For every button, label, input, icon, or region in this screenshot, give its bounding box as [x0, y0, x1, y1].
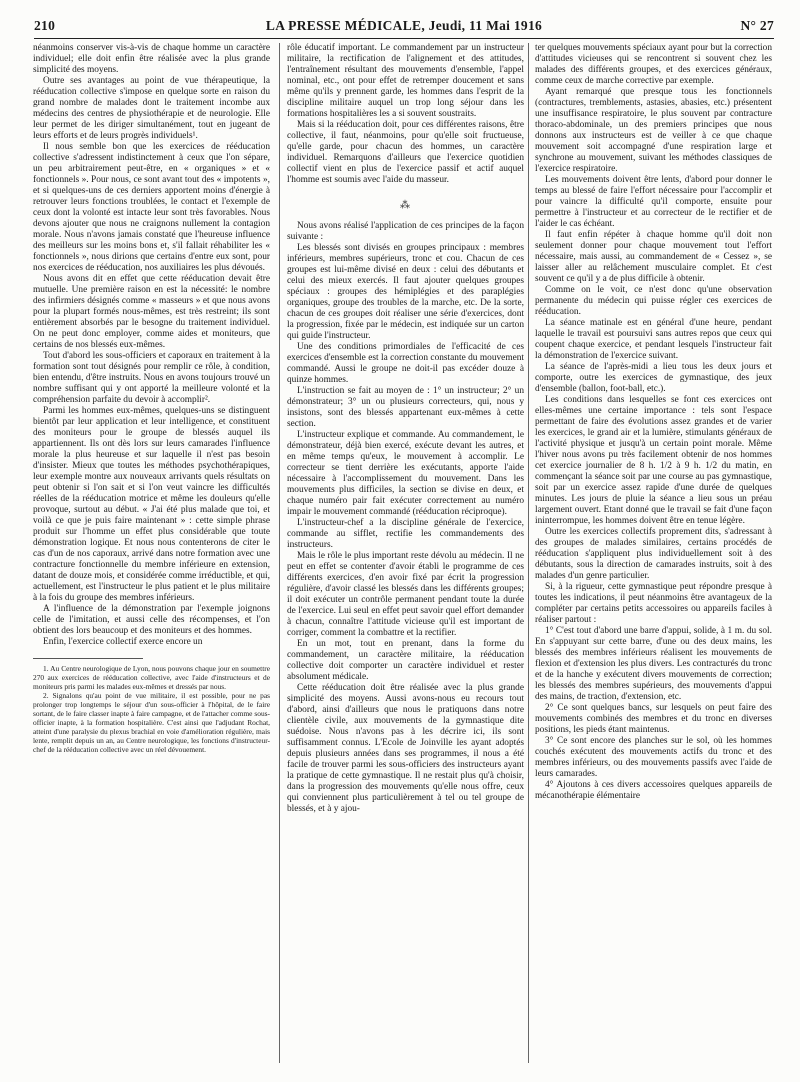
- paragraph: Mais le rôle le plus important reste dévolu au médecin. Il ne peut en effet se contenter d'avoir établi le programme de ces différents exercices, d'en avoir fixé par écrit la progression régulière, d'avoir classé les blessés dans les différents groupes; il doit exécuter un contrôle permanent pendant toute la durée de l'exercice. Lui seul en effet peut savoir quel effort demander à chacun, connaître l'attitude vicieuse qu'il est important de corriger, comment la combattre et la rectifier.: [287, 551, 524, 638]
- paragraph: Mais si la rééducation doit, pour ces différentes raisons, être collective, il faut, néanmoins, pour qu'elle soit fructueuse, qu'elle garde, pour chacun des hommes, un caractère individuel. Remarquons d'ailleurs que l'exercice quotidien collectif vient en plus de l'exercice passif et actif auquel l'homme est soumis avec l'aide du masseur.: [287, 120, 524, 185]
- column-left: [33, 43, 270, 1073]
- paragraph: Enfin, l'exercice collectif exerce encore un: [43, 637, 203, 647]
- paragraph: Si, à la rigueur, cette gymnastique peut répondre presque à toutes les indications, il peut néanmoins être avantageux de la compléter par certains petits accessoires ou appareils faciles à réaliser partout :: [535, 582, 772, 625]
- paragraph: En un mot, tout en prenant, dans la forme du commandement, un caractère militaire, la rééducation collective doit comporter un caractère individuel et rester absolument médicale.: [287, 639, 524, 682]
- paragraph: Les mouvements doivent être lents, d'abord pour donner le temps au blessé de faire l'effort nécessaire pour l'accomplir et pour vaincre la difficulté qu'il comporte, ensuite pour permettre à l'instructeur et au correcteur de le rectifier et de l'aider le cas échéant.: [535, 175, 772, 229]
- paragraph: L'instructeur explique et commande. Au commandement, le démonstrateur, déjà bien exercé, exécute devant les autres, et en même temps qu'eux, le mouvement à accomplir. Le correcteur se tient derrière les exécutants, apporte l'aide nécessaire à l'accomplissement du mouvement. Dans les mouvements plus difficiles, la section se divise en deux, et chaque numéro pair fait exécuter correctement au numéro impair le mouvement commandé (rééducation réciproque).: [287, 430, 524, 517]
- journal-title: LA PRESSE MÉDICALE, Jeudi, 11 Mai 1916: [265, 18, 543, 33]
- paragraph: 2° Ce sont quelques bancs, sur lesquels on peut faire des mouvements combinés des membres et du tronc en diverses positions, les pieds étant maintenus.: [535, 703, 772, 735]
- column-right: [535, 43, 772, 1073]
- footnote-rule: [33, 658, 143, 659]
- page-number: 210: [34, 18, 56, 33]
- paragraph: Il nous semble bon que les exercices de rééducation collective s'adressent indistinctement à ceux que l'on sépare, un peu arbitrairement peut-être, en « organiques » et « fonctionnels ». Pour nous, ce sont avant tout des « impotents », et si quelques-uns de ces derniers apportent moins d'énergie à retrouver leurs fonctions troublées, le contact et l'exemple de ceux dont la volonté est intacte leur sont très favorables. Nous devons ajouter que nous ne craignons nullement la contagion morale. Nous n'avons jamais constaté que l'heureuse influence des meilleurs sur les moins bons et, s'il fallait réhabiliter les « fonctionnels », nous dirions que certains d'entre eux sont, pour nos exercices de rééducation, nos auxiliaires les plus dévoués.: [33, 142, 270, 273]
- column-middle: [287, 43, 524, 1073]
- paragraph: La séance matinale est en général d'une heure, pendant laquelle le travail est poursuivi sans autres repos que ceux qui coupent chaque exercice, et pendant lesquels l'instructeur fait la démonstration de l'exercice suivant.: [535, 318, 772, 361]
- paragraph: 1° C'est tout d'abord une barre d'appui, solide, à 1 m. du sol. En s'appuyant sur cette barre, d'une ou des deux mains, les blessés des membres inférieurs réalisent les mouvements de flexion et d'extension les plus divers. Les contracturés du tronc et de la hanche y exécutent divers mouvements de correction; les blessés des membres supérieurs, des mouvements d'appui des mains, de traction, d'extension, etc.: [535, 626, 772, 702]
- paragraph: Tout d'abord les sous-officiers et caporaux en traitement à la formation sont tout désignés pour remplir ce rôle, à condition, bien entendu, d'être instruits. Nous en avons toujours trouvé un nombre suffisant qui y ont apporté la meilleure volonté et la compréhension parfaite du devoir à accomplir².: [33, 351, 270, 405]
- paragraph: Comme on le voit, ce n'est donc qu'une observation permanente du médecin qui puisse régler ces exercices de rééducation.: [535, 285, 772, 317]
- paragraph: Outre les exercices collectifs proprement dits, s'adressant à des groupes de malades similaires, certains procédés de rééducation s'appliquent plus individuellement soit à des débutants, sous la direction de camarades instruits, soit à des malades d'un genre particulier.: [535, 527, 772, 581]
- paragraph: Nous avons réalisé l'application de ces principes de la façon suivante :: [287, 221, 524, 242]
- issue-number: N° 27: [740, 18, 774, 33]
- paragraph: Outre ses avantages au point de vue thérapeutique, la rééducation collective s'impose en quelque sorte en raison du grand nombre de malades dont le traitement incombe aux médecins des centres de physiothérapie et de neurologie. Elle leur permet de les diriger simultanément, tout en jugeant de leurs efforts et de leurs progrès individuels¹.: [33, 76, 270, 141]
- paragraph: A l'influence de la démonstration par l'exemple joignons celle de l'imitation, et aussi celle des récompenses, et l'on obtient des lors beaucoup et des moniteurs et des hommes.: [33, 604, 270, 636]
- paragraph: rôle éducatif important. Le commandement par un instructeur militaire, la rectification de l'alignement et des attitudes, l'entraînement résultant des mouvements d'ensemble, l'appel nominal, etc., ont pour effet de retremper doucement et sans même qu'ils y prennent garde, les hommes dans l'esprit de la discipline militaire auquel un trop long séjour dans les formations hospitalières les a si souvent soustraits.: [287, 43, 524, 119]
- paragraph: Cette rééducation doit être réalisée avec la plus grande simplicité des moyens. Aussi avons-nous eu recours tout d'abord, ainsi d'ailleurs que nous le pratiquons dans notre clientèle civile, aux mouvements de la gymnastique dite suédoise. Nous n'avons pas à les décrire ici, ils sont suffisamment connus. L'Ecole de Joinville les ayant adoptés depuis plusieurs années dans ses programmes, il nous a été facile de trouver parmi les sous-officiers des instructeurs ayant la pratique de cette gymnastique. Il ne restait plus qu'à choisir, dans la progression des mouvements qu'elle nous offre, ceux qui conviennent plus particulièrement à tel ou tel groupe de blessés, et à y ajou-: [287, 683, 524, 814]
- footnote: 1. Au Centre neurologique de Lyon, nous pouvons chaque jour en soumettre 270 aux exercices de rééducation collective, avec l'aide d'instructeurs et de moniteurs pris parmi les malades eux-mêmes et dressés par nous.: [33, 664, 270, 691]
- paragraph: néanmoins conserver vis-à-vis de chaque homme un caractère individuel; elle doit enfin être réalisée avec la plus grande simplicité des moyens.: [33, 43, 270, 75]
- paragraph: 4° Ajoutons à ces divers accessoires quelques appareils de mécanothérapie élémentaire: [535, 780, 772, 801]
- paragraph: L'instruction se fait au moyen de : 1° un instructeur; 2° un démonstrateur; 3° un ou plusieurs correcteurs, qui, nous y insistons, sont des blessés appartenant eux-mêmes à cette section.: [287, 386, 524, 429]
- paragraph: Ayant remarqué que presque tous les fonctionnels (contractures, tremblements, astasies, abasies, etc.) présentent une insuffisance respiratoire, le plus souvent par contracture thoraco-abdominale, un des premiers principes que nous donnons aux instructeurs est de veiller à ce que chaque mouvement soit accompagné d'une respiration large et synchrone au mouvement, suivant les méthodes classiques de l'exercice respiratoire.: [535, 87, 772, 174]
- paragraph: 3° Ce sont encore des planches sur le sol, où les hommes couchés exécutent des mouvements actifs du tronc et des membres inférieurs, ou des mouvements passifs avec l'aide de leurs camarades.: [535, 736, 772, 779]
- paragraph: Les conditions dans lesquelles se font ces exercices ont elles-mêmes une certaine importance : tels sont l'espace permettant de faire des évolutions assez grandes et de varier les exercices, le grand air et la lumière, stimulants généraux de l'activité physique et jusqu'à un certain point morale. Même l'hiver nous avons pu très facilement obtenir de nos hommes cet exercice journalier de 8 h. 1/2 à 9 h. 1/2 du matin, en commençant la séance soit par une course au pas gymnastique, soit par un exercice assez rapide d'une durée de quelques minutes. Les jours de pluie la séance a lieu sous un préau largement ouvert. Etant donné que le travail se fait d'une façon ininterrompue, les hommes doivent être en tenue légère.: [535, 395, 772, 526]
- paragraph: L'instructeur-chef a la discipline générale de l'exercice, commande au sifflet, rectifie les commandements des instructeurs.: [287, 518, 524, 550]
- paragraph: Nous avons dit en effet que cette rééducation devait être mutuelle. Une première raison en est la nécessité: le nombre des infirmiers désignés comme « masseurs » et que nous avons pour la plupart formés nous-mêmes, est très restreint; ils sont entièrement absorbés par le besogne du traitement individuel. On ne peut donc employer, comme aides et moniteurs, que certains de nos blessés eux-mêmes.: [33, 274, 270, 350]
- column-rule: [279, 43, 280, 1063]
- paragraph: La séance de l'après-midi a lieu tous les deux jours et comporte, outre les exercices de gymnastique, des jeux d'ensemble (ballon, foot-ball, etc.).: [535, 362, 772, 394]
- paragraph: Une des conditions primordiales de l'efficacité de ces exercices d'ensemble est la correction constante du mouvement commandé. Aussi le groupe ne doit-il pas excéder douze à quinze hommes.: [287, 342, 524, 385]
- section-separator: ⁂: [400, 200, 411, 211]
- paragraph: Parmi les hommes eux-mêmes, quelques-uns se distinguent bientôt par leur application et leur intelligence, et constituent des moniteurs pour le groupe de blessés auquel ils appartiennent. Ils ont dès lors sur leurs camarades l'influence morale la plus heureuse et sur laquelle il n'est pas besoin d'insister. Mieux que toutes les méthodes psychothérapiques, leur exemple montre aux nouveaux arrivants quels résultats on peut obtenir si l'on sait et si l'on veut vaincre les difficultés réelles de la rééducation motrice et même les douleurs qu'elle provoque, surtout au début. « J'ai été plus malade que toi, et voilà ce que je puis faire maintenant » : cette simple phrase produit sur l'homme un effet plus considérable que toute démonstration logique. Et nous nous contenterons de citer le cas d'un de nos caporaux, arrivé dans notre formation avec une contracture fonctionnelle du membre inférieure en extension, datant de douze mois, et considérée comme irréductible, et qui, actuellement, est l'instructeur le plus patient et le plus militaire à la fois du groupe des membres inférieurs.: [33, 406, 270, 603]
- footnote: 2. Signalons qu'au point de vue militaire, il est possible, pour ne pas prolonger trop longtemps le séjour d'un sous-officier à l'hôpital, de le faire sortant, de le faire classer inapte à faire campagne, et de l'attacher comme sous-officier inapte, à la formation hospitalière. C'est ainsi que l'adjudant Rochat, atteint d'une paralysie du plexus brachial en voie d'amélioration régulière, mais lente, remplit depuis un an, au Centre neurologique, les fonctions d'instructeur-chef de la rééducation collective avec un réel dévouement.: [33, 691, 270, 754]
- column-rule: [528, 43, 529, 1063]
- page-header: [34, 16, 774, 39]
- paragraph: ter quelques mouvements spéciaux ayant pour but la correction d'attitudes vicieuses qui se rencontrent si souvent chez les malades des différents groupes, et des exercices généraux, comme ceux de marche corrective par exemple.: [535, 43, 772, 86]
- paragraph: Les blessés sont divisés en groupes principaux : membres inférieurs, membres supérieurs, tronc et cou. Chacun de ces groupes est lui-même divisé en deux : celui des débutants et celui des mieux exercés. Il faut ajouter quelques groupes spéciaux : groupes des hémiplégies et des paraplégies organiques, groupe des troubles de la marche, etc. De la sorte, chacun de ces groupes doit réaliser une série d'exercices, dont la progression, fixée par le médecin, est indiquée sur un carton qui guide l'instructeur.: [287, 243, 524, 341]
- paragraph: Il faut enfin répéter à chaque homme qu'il doit non seulement donner pour chaque mouvement tout l'effort nécessaire, mais aussi, au commandement de « Cessez », se laisser aller au relâchement musculaire complet. Et c'est souvent ce qu'il y a de plus difficile à obtenir.: [535, 230, 772, 284]
